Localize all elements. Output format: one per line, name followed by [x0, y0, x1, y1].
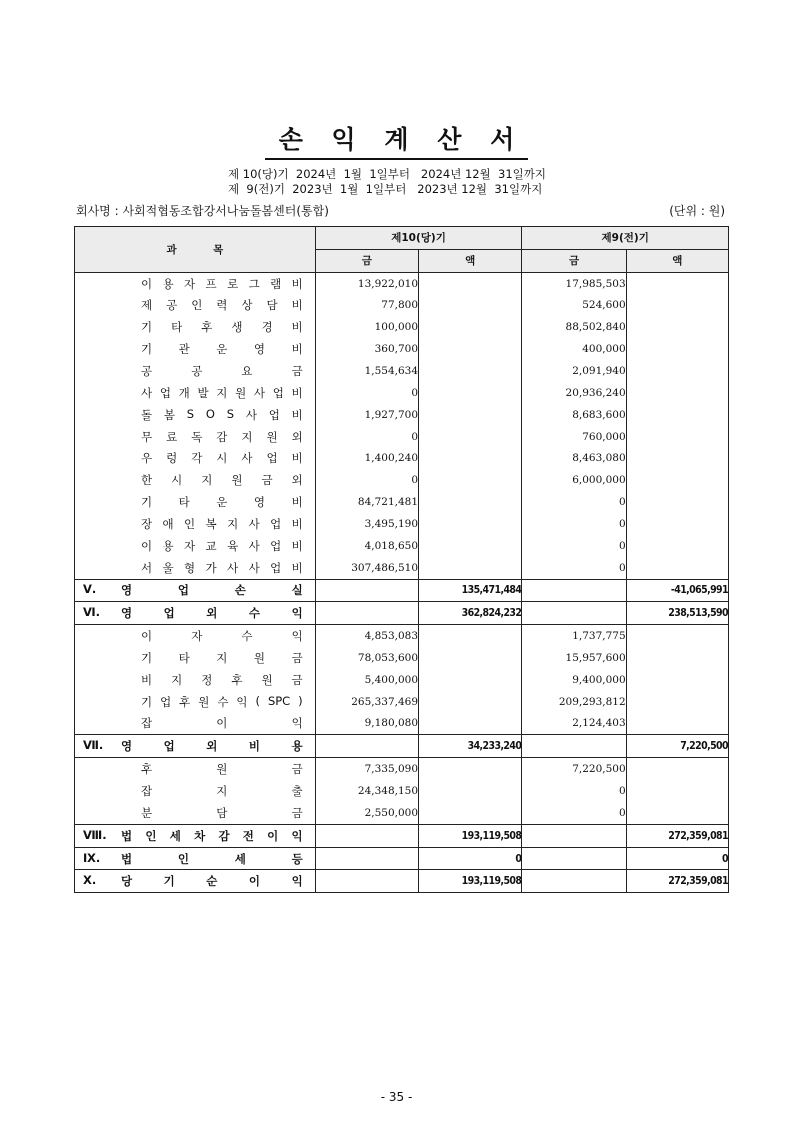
amount-cell: [626, 691, 728, 713]
table-row: [75, 691, 729, 713]
account-name: 후 원 금: [141, 762, 303, 777]
income-statement-table: [74, 226, 729, 893]
amount-cell: [626, 513, 728, 535]
amount-cell: [419, 802, 522, 824]
amount-cell: [419, 535, 522, 557]
amount-cell: 524,600: [522, 295, 626, 317]
account-name: 기 타 지 원 금: [141, 650, 303, 665]
table-row: [75, 625, 729, 647]
row-label: [75, 491, 316, 513]
row-label: [75, 557, 316, 579]
amount-cell: [419, 382, 522, 404]
amount-cell: [522, 735, 626, 758]
amount-cell: 4,853,083: [315, 625, 418, 647]
company-name: 회사명 : 사회적협동조합강서나눔돌봄센터(통합): [76, 204, 329, 218]
amount-cell: [626, 625, 728, 647]
amount-cell: [626, 426, 728, 448]
account-name: 법 인 세 등: [121, 851, 303, 866]
section-numeral: Ⅶ.: [83, 738, 104, 753]
amount-cell: [419, 491, 522, 513]
section-numeral: Ⅹ.: [83, 873, 97, 888]
row-label: [75, 802, 316, 824]
amount-cell: [626, 557, 728, 579]
row-label: [75, 338, 316, 360]
table-row: [75, 713, 729, 735]
amount-cell: 13,922,010: [315, 272, 418, 294]
table-row: [75, 338, 729, 360]
account-name: 기 관 운 영 비: [141, 342, 303, 357]
amount-cell: 360,700: [315, 338, 418, 360]
amount-cell: [626, 338, 728, 360]
account-name: 장 애 인 복 지 사 업 비: [141, 516, 303, 531]
table-row: [75, 360, 729, 382]
table-row: [75, 404, 729, 426]
row-label: [75, 426, 316, 448]
amount-cell: 265,337,469: [315, 691, 418, 713]
amount-cell: 1,927,700: [315, 404, 418, 426]
account-name: 사 업 개 발 지 원 사 업 비: [141, 385, 303, 400]
amount-cell: [419, 316, 522, 338]
table-row: [75, 669, 729, 691]
header-amount-left-current: 금: [315, 249, 418, 272]
amount-cell: 6,000,000: [522, 469, 626, 491]
section-numeral: Ⅴ.: [83, 582, 97, 597]
amount-cell: 0: [419, 847, 522, 870]
amount-cell: 8,683,600: [522, 404, 626, 426]
amount-cell: [419, 469, 522, 491]
amount-cell: 307,486,510: [315, 557, 418, 579]
amount-cell: 135,471,484: [419, 579, 522, 602]
amount-cell: [626, 758, 728, 780]
row-label: [75, 713, 316, 735]
table-row: [75, 447, 729, 469]
account-name: 당 기 순 이 익: [121, 874, 303, 889]
amount-cell: [626, 469, 728, 491]
amount-cell: 7,220,500: [522, 758, 626, 780]
account-name: 잡 이 익: [141, 716, 303, 731]
account-name: 영 업 외 수 익: [121, 606, 303, 621]
amount-cell: [419, 691, 522, 713]
amount-cell: [419, 513, 522, 535]
amount-cell: [626, 360, 728, 382]
table-row: [75, 824, 729, 847]
header-previous: 제9(전)기: [522, 227, 729, 250]
header-amount-right-previous: 액: [626, 249, 728, 272]
table-row: [75, 316, 729, 338]
row-label: [75, 625, 316, 647]
row-label: [75, 469, 316, 491]
table-row: [75, 802, 729, 824]
amount-cell: 1,400,240: [315, 447, 418, 469]
amount-cell: 2,091,940: [522, 360, 626, 382]
table-row: [75, 426, 729, 448]
table-row: [75, 735, 729, 758]
amount-cell: 0: [522, 802, 626, 824]
account-name: 우 렁 각 시 사 업 비: [141, 451, 303, 466]
amount-cell: 5,400,000: [315, 669, 418, 691]
table-row: [75, 780, 729, 802]
row-label: [75, 535, 316, 557]
amount-cell: 193,119,508: [419, 824, 522, 847]
row-label: [75, 316, 316, 338]
account-name: 기 타 운 영 비: [141, 495, 303, 510]
amount-cell: 9,180,080: [315, 713, 418, 735]
amount-cell: 362,824,232: [419, 602, 522, 625]
amount-cell: [419, 669, 522, 691]
table-body: [75, 272, 729, 893]
amount-cell: 0: [315, 469, 418, 491]
amount-cell: [419, 295, 522, 317]
document-title: 손 익 계 산 서: [0, 120, 793, 160]
row-label: [75, 691, 316, 713]
amount-cell: 272,359,081: [626, 824, 728, 847]
amount-cell: [315, 824, 418, 847]
header-amount-right-current: 액: [419, 249, 522, 272]
row-label: [75, 824, 316, 847]
table-row: [75, 535, 729, 557]
amount-cell: 9,400,000: [522, 669, 626, 691]
amount-cell: [626, 404, 728, 426]
amount-cell: [522, 602, 626, 625]
table-row: [75, 272, 729, 294]
amount-cell: [419, 360, 522, 382]
row-label: [75, 447, 316, 469]
amount-cell: 3,495,190: [315, 513, 418, 535]
amount-cell: [626, 713, 728, 735]
amount-cell: 20,936,240: [522, 382, 626, 404]
section-numeral: Ⅸ.: [83, 850, 101, 865]
table-row: [75, 870, 729, 893]
account-name: 영 업 손 실: [121, 583, 303, 598]
account-name: 영 업 외 비 용: [121, 739, 303, 754]
amount-cell: [626, 272, 728, 294]
account-name: 공 공 요 금: [141, 363, 303, 378]
amount-cell: [626, 316, 728, 338]
amount-cell: [419, 557, 522, 579]
row-label: [75, 360, 316, 382]
amount-cell: 0: [522, 557, 626, 579]
row-label: [75, 272, 316, 294]
amount-cell: [626, 535, 728, 557]
account-name: 분 담 금: [141, 805, 303, 820]
amount-cell: [626, 802, 728, 824]
row-label: [75, 847, 316, 870]
amount-cell: 4,018,650: [315, 535, 418, 557]
amount-cell: [626, 780, 728, 802]
amount-cell: [419, 338, 522, 360]
row-label: [75, 758, 316, 780]
table-row: [75, 758, 729, 780]
amount-cell: [626, 447, 728, 469]
account-name: 이 용 자 프 로 그 램 비: [141, 276, 303, 291]
amount-cell: [626, 647, 728, 669]
header-current: 제10(당)기: [315, 227, 522, 250]
amount-cell: 0: [315, 426, 418, 448]
amount-cell: 15,957,600: [522, 647, 626, 669]
page-number: - 35 -: [380, 1090, 413, 1104]
amount-cell: [419, 272, 522, 294]
amount-cell: [522, 847, 626, 870]
row-label: [75, 669, 316, 691]
account-name: 기 타 후 생 경 비: [141, 320, 303, 335]
amount-cell: 400,000: [522, 338, 626, 360]
amount-cell: 24,348,150: [315, 780, 418, 802]
amount-cell: [626, 669, 728, 691]
amount-cell: 100,000: [315, 316, 418, 338]
account-name: 돌 봄 S O S 사 업 비: [141, 406, 303, 422]
account-name: 서 울 형 가 사 사 업 비: [141, 560, 303, 575]
amount-cell: 1,554,634: [315, 360, 418, 382]
amount-cell: 0: [522, 513, 626, 535]
amount-cell: [315, 870, 418, 893]
amount-cell: 0: [522, 780, 626, 802]
amount-cell: [419, 780, 522, 802]
account-name: 비 지 정 후 원 금: [141, 672, 303, 687]
account-name: 무 료 독 감 지 원 외: [141, 429, 303, 444]
section-numeral: Ⅷ.: [83, 827, 107, 842]
amount-cell: 17,985,503: [522, 272, 626, 294]
account-name: 기 업 후 원 수 익 ( SPC ): [141, 693, 303, 709]
row-label: [75, 295, 316, 317]
amount-cell: 0: [626, 847, 728, 870]
amount-cell: 88,502,840: [522, 316, 626, 338]
amount-cell: 1,737,775: [522, 625, 626, 647]
table-row: [75, 602, 729, 625]
account-name: 법 인 세 차 감 전 이 익: [121, 828, 303, 843]
row-label: [75, 513, 316, 535]
amount-cell: 34,233,240: [419, 735, 522, 758]
amount-cell: [419, 647, 522, 669]
amount-cell: 238,513,590: [626, 602, 728, 625]
table-row: [75, 295, 729, 317]
table-row: [75, 557, 729, 579]
row-label: [75, 382, 316, 404]
row-label: [75, 404, 316, 426]
table-row: [75, 579, 729, 602]
table-row: [75, 847, 729, 870]
table-row: [75, 491, 729, 513]
amount-cell: 2,550,000: [315, 802, 418, 824]
amount-cell: 7,220,500: [626, 735, 728, 758]
amount-cell: 272,359,081: [626, 870, 728, 893]
amount-cell: 0: [522, 535, 626, 557]
account-name: 이 자 수 익: [141, 629, 303, 644]
amount-cell: 7,335,090: [315, 758, 418, 780]
amount-cell: -41,065,991: [626, 579, 728, 602]
amount-cell: [419, 625, 522, 647]
row-label: [75, 602, 316, 625]
amount-cell: [419, 404, 522, 426]
amount-cell: [419, 447, 522, 469]
amount-cell: [315, 579, 418, 602]
row-label: [75, 735, 316, 758]
row-label: [75, 647, 316, 669]
amount-cell: [522, 579, 626, 602]
amount-cell: 760,000: [522, 426, 626, 448]
amount-cell: [419, 713, 522, 735]
amount-cell: 193,119,508: [419, 870, 522, 893]
row-label: [75, 870, 316, 893]
amount-cell: 209,293,812: [522, 691, 626, 713]
amount-cell: [419, 426, 522, 448]
row-label: [75, 780, 316, 802]
header-amount-left-previous: 금: [522, 249, 626, 272]
table-row: [75, 647, 729, 669]
period-current: 제 10(당)기 2024년 1월 1일부터 2024년 12월 31일까지: [228, 167, 546, 181]
amount-cell: 2,124,403: [522, 713, 626, 735]
account-name: 잡 지 출: [141, 784, 303, 799]
table-row: [75, 469, 729, 491]
account-name: 제 공 인 력 상 담 비: [141, 298, 303, 313]
amount-cell: [626, 295, 728, 317]
amount-cell: 78,053,600: [315, 647, 418, 669]
row-label: [75, 579, 316, 602]
unit-label: (단위 : 원): [669, 204, 725, 218]
amount-cell: [315, 847, 418, 870]
amount-cell: [419, 758, 522, 780]
table-row: [75, 513, 729, 535]
period-previous: 제 9(전)기 2023년 1월 1일부터 2023년 12월 31일까지: [228, 182, 543, 196]
amount-cell: [626, 491, 728, 513]
amount-cell: 0: [522, 491, 626, 513]
section-numeral: Ⅵ.: [83, 605, 101, 620]
table-row: [75, 382, 729, 404]
header-item: 과 목: [75, 227, 316, 273]
amount-cell: 0: [315, 382, 418, 404]
account-name: 이 용 자 교 육 사 업 비: [141, 538, 303, 553]
account-name: 한 시 지 원 금 외: [141, 473, 303, 488]
amount-cell: [315, 602, 418, 625]
amount-cell: [522, 870, 626, 893]
amount-cell: 8,463,080: [522, 447, 626, 469]
amount-cell: [626, 382, 728, 404]
amount-cell: 84,721,481: [315, 491, 418, 513]
amount-cell: 77,800: [315, 295, 418, 317]
amount-cell: [315, 735, 418, 758]
amount-cell: [522, 824, 626, 847]
